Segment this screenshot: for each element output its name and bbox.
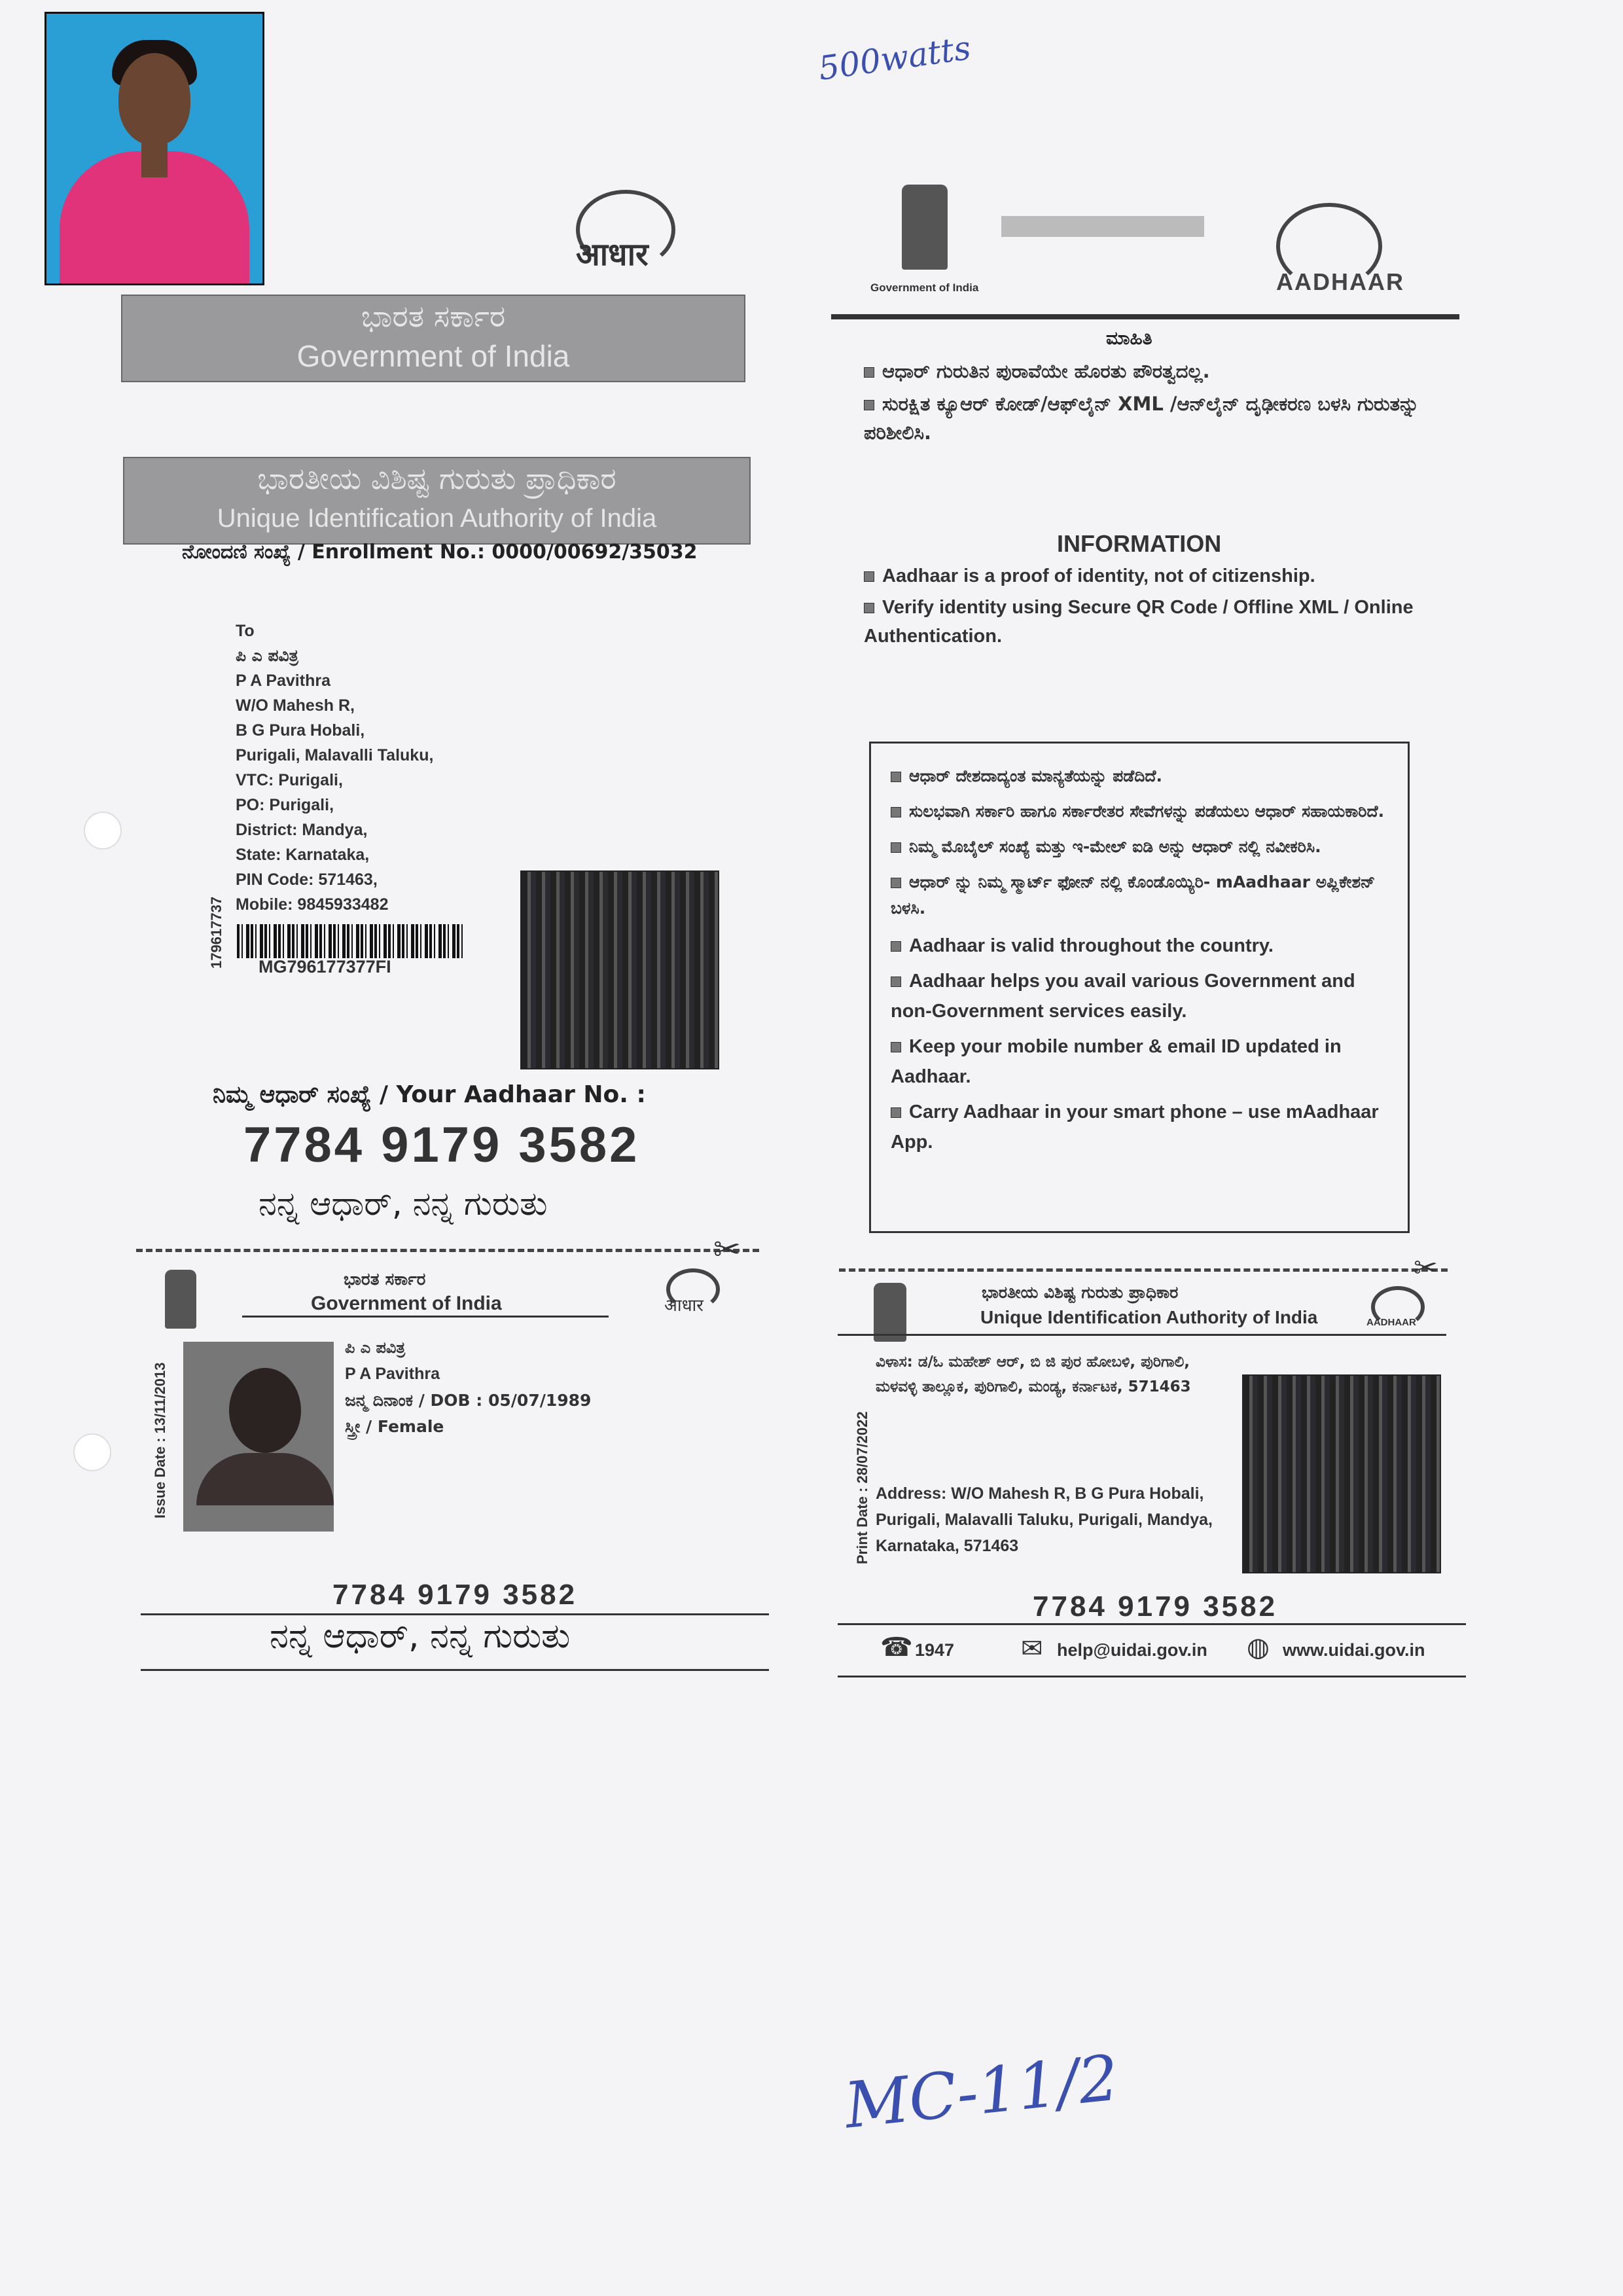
card-back-qr-code — [1242, 1374, 1441, 1573]
gov-banner-kn: ಭಾರತ ಸರ್ಕಾರ — [361, 298, 506, 334]
card-back-logo-text: AADHAAR — [1366, 1317, 1416, 1328]
header-rule-right — [831, 314, 1459, 319]
info-heading-kn: ಮಾಹಿತಿ — [1106, 327, 1152, 349]
info-heading-en: INFORMATION — [1057, 530, 1222, 557]
cut-line-left — [136, 1249, 759, 1252]
aadhaar-logo-text: आधार — [576, 238, 649, 272]
bullet-icon — [864, 400, 874, 410]
card-front-emblem — [165, 1270, 196, 1329]
aadhaar-number-label: ನಿಮ್ಮ ಆಧಾರ್ ಸಂಖ್ಯೆ / Your Aadhaar No. : — [213, 1081, 646, 1108]
card-back-uidai-en: Unique Identification Authority of India — [980, 1307, 1318, 1327]
punch-hole-bottom — [73, 1433, 111, 1471]
info-item-kn: ಸುರಕ್ಷಿತ ಕ್ಯೂಆರ್ ಕೋಡ್/ಆಫ್‌ಲೈನ್ XML /ಆನ್‌ಲೈನ್ ದೃಢೀಕರಣ ಬಳಸಿ ಗುರುತನ್ನು ಪರಿಶೀಲಿಸಿ. — [864, 393, 1419, 444]
bullet-icon — [864, 571, 874, 582]
address-line: State: Karnataka, — [236, 846, 370, 864]
card-back-emblem — [874, 1283, 906, 1342]
card-back-number: 7784 9179 3582 — [1033, 1590, 1278, 1623]
box-item-en: Keep your mobile number & email ID updated in Aadhaar. — [891, 1036, 1342, 1087]
bullet-icon — [891, 977, 901, 987]
national-emblem — [902, 185, 948, 270]
address-line: W/O Mahesh R, — [236, 696, 355, 715]
scissors-icon: ✂ — [713, 1231, 741, 1268]
card-front-number: 7784 9179 3582 — [332, 1579, 578, 1611]
bullet-icon — [891, 807, 901, 817]
box-item-en: Aadhaar helps you avail various Government and non-Government services easily. — [891, 971, 1355, 1022]
card-front-logo-text: आधार — [664, 1295, 704, 1315]
passport-photo — [45, 12, 264, 285]
aadhaar-tagline: ನನ್ನ ಆಧಾರ್, ನನ್ನ ಗುರುತು — [259, 1185, 548, 1223]
card-front-number-rule — [141, 1613, 769, 1615]
info-item-en: Verify identity using Secure QR Code / Offline XML / Online Authentication. — [864, 597, 1414, 647]
info-box — [869, 742, 1410, 1233]
card-front-photo — [183, 1342, 334, 1532]
box-item-kn: ಆಧಾರ್ ನ್ನು ನಿಮ್ಮ ಸ್ಮಾರ್ಟ್ ಫೋನ್ ನಲ್ಲಿ ಕೊಂಡೊಯ್ಯಿರಿ- mAadhaar ಅಪ್ಲಿಕೇಶನ್ ಬಳಸಿ. — [891, 872, 1376, 918]
cut-line-right — [839, 1268, 1448, 1272]
emblem-caption: Government of India — [870, 281, 979, 294]
handwritten-note-bottom: MC-11/2 — [841, 2041, 1122, 2143]
box-item-en: Carry Aadhaar in your smart phone – use mAadhaar App. — [891, 1102, 1379, 1153]
card-front-gov-en: Government of India — [311, 1293, 502, 1314]
address-line: ಪಿ ಎ ಪವಿತ್ರ — [236, 646, 298, 665]
bullet-icon — [891, 941, 901, 952]
bullet-icon — [891, 772, 901, 782]
card-front-name-kn: ಪಿ ಎ ಪವಿತ್ರ — [345, 1338, 406, 1357]
address-line: PIN Code: 571463, — [236, 870, 378, 889]
card-back-print-date: Print Date : 28/07/2022 — [854, 1411, 870, 1564]
card-back-header-rule — [838, 1334, 1446, 1336]
card-front-tagline: ನನ್ನ ಆಧಾರ್, ನನ್ನ ಗುರುತು — [270, 1617, 571, 1656]
bullet-icon — [891, 1107, 901, 1118]
card-back-address-kn: ವಿಳಾಸ: ಡ/ಓ ಮಹೇಶ್ ಆರ್, ಬಿ ಜಿ ಪುರ ಹೋಬಳಿ, ಪುರಿಗಾಲಿ, ಮಳವಳ್ಳಿ ತಾಲ್ಲೂಕ, ಪುರಿಗಾಲಿ, ಮಂಡ್ಯ, ಕರ್ನಾಟಕ, 571463 — [876, 1354, 1191, 1395]
card-front-issue-date: Issue Date : 13/11/2013 — [152, 1362, 168, 1518]
uidai-banner-en: Unique Identification Authority of India — [217, 504, 657, 533]
card-back-number-rule — [838, 1623, 1466, 1625]
mail-icon: ✉ — [1021, 1634, 1043, 1663]
qr-code-top — [520, 870, 719, 1069]
address-line: B G Pura Hobali, — [236, 721, 365, 740]
card-front-gender: ಸ್ತ್ರೀ / Female — [345, 1417, 444, 1436]
aadhaar-word: AADHAAR — [1276, 268, 1404, 295]
uidai-banner-kn: ಭಾರತೀಯ ವಿಶಿಷ್ಟ ಗುರುತು ಪ್ರಾಧಿಕಾರ — [257, 461, 616, 496]
address-line: VTC: Purigali, — [236, 771, 343, 789]
box-item-kn: ಆಧಾರ್ ದೇಶದಾದ್ಯಂತ ಮಾನ್ಯತೆಯನ್ನು ಪಡೆದಿದೆ. — [891, 763, 1395, 789]
scissors-icon: ✂ — [1414, 1252, 1438, 1284]
info-item-en: Aadhaar is a proof of identity, not of citizenship. — [864, 562, 1440, 590]
gov-india-banner — [121, 295, 745, 382]
card-front-dob: ಜನ್ಮ ದಿನಾಂಕ / DOB : 05/07/1989 — [345, 1391, 592, 1410]
bullet-icon — [864, 367, 874, 378]
globe-icon: ◍ — [1247, 1633, 1270, 1662]
address-line: Purigali, Malavalli Taluku, — [236, 746, 434, 764]
address-line: Mobile: 9845933482 — [236, 895, 389, 914]
uidai-banner — [123, 457, 751, 545]
card-front-name-en: P A Pavithra — [345, 1365, 440, 1383]
info-item-kn: ಆಧಾರ್ ಗುರುತಿನ ಪುರಾವೆಯೇ ಹೊರತು ಪೌರತ್ವದಲ್ಲ. — [864, 357, 1440, 386]
card-front-gov-kn: ಭಾರತ ಸರ್ಕಾರ — [344, 1270, 426, 1289]
box-item-en: Aadhaar is valid throughout the country. — [891, 931, 1395, 961]
enrolment-number: ನೋಂದಣಿ ಸಂಖ್ಯೆ / Enrollment No.: 0000/00692/35032 — [182, 541, 698, 564]
card-back-email: help@uidai.gov.in — [1057, 1640, 1207, 1660]
box-item-kn: ನಿಮ್ಮ ಮೊಬೈಲ್ ಸಂಖ್ಯೆ ಮತ್ತು ಇ-ಮೇಲ್ ಐಡಿ ಅನ್ನು ಆಧಾರ್ ನಲ್ಲಿ ನವೀಕರಿಸಿ. — [891, 834, 1395, 860]
postal-barcode — [237, 924, 463, 958]
address-block — [236, 619, 550, 917]
aadhaar-number-large: 7784 9179 3582 — [243, 1117, 640, 1173]
punch-hole-top — [84, 812, 122, 850]
gov-banner-en: Government of India — [296, 339, 570, 373]
card-back-address-en: Address: W/O Mahesh R, B G Pura Hobali, Purigali, Malavalli Taluku, Purigali, Mandya, Karnataka, 571463 — [876, 1484, 1213, 1555]
bullet-icon — [891, 842, 901, 853]
header-blurred-strip — [1001, 216, 1204, 237]
card-back-phone-icon: ☎ — [880, 1633, 913, 1662]
bullet-icon — [891, 878, 901, 888]
card-front-header-rule — [242, 1316, 609, 1318]
address-to: To — [236, 622, 255, 640]
address-line: District: Mandya, — [236, 821, 368, 839]
address-line: PO: Purigali, — [236, 796, 334, 814]
address-line: P A Pavithra — [236, 672, 330, 690]
card-back-phone: 1947 — [915, 1640, 955, 1660]
card-back-uidai-kn: ಭಾರತೀಯ ವಿಶಿಷ್ಟ ಗುರುತು ಪ್ರಾಧಿಕಾರ — [982, 1283, 1179, 1302]
bullet-icon — [891, 1042, 901, 1052]
barcode-text: MG796177377FI — [259, 957, 391, 977]
address-side-code: 179617737 — [208, 896, 224, 969]
card-front-bottom-rule — [141, 1669, 769, 1671]
bullet-icon — [864, 603, 874, 613]
box-item-kn: ಸುಲಭವಾಗಿ ಸರ್ಕಾರಿ ಹಾಗೂ ಸರ್ಕಾರೇತರ ಸೇವೆಗಳನ್ನು ಪಡೆಯಲು ಆಧಾರ್ ಸಹಾಯಕಾರಿದೆ. — [891, 798, 1395, 825]
card-back-web: www.uidai.gov.in — [1283, 1640, 1425, 1660]
handwritten-note-top: 500watts — [816, 29, 973, 88]
card-back-bottom-rule — [838, 1676, 1466, 1677]
